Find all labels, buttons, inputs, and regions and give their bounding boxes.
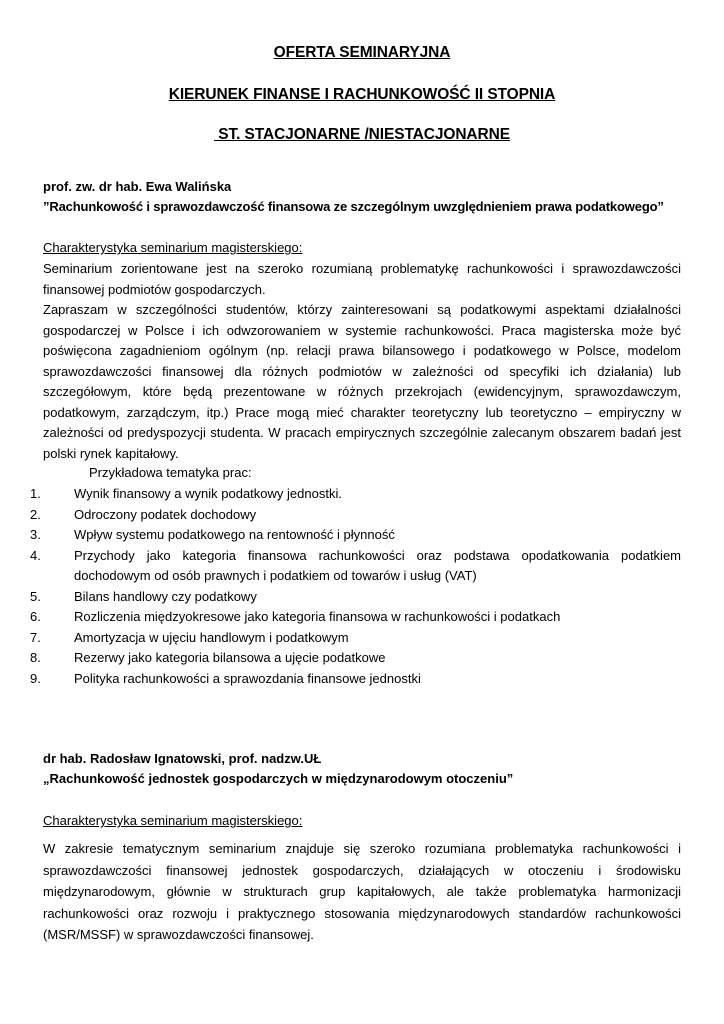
list-item: 6. Rozliczenia międzyokresowe jako kategoria finansowa w rachunkowości i podatkach (30, 609, 561, 624)
study-mode-title: ST. STACJONARNE /NIESTACJONARNE (214, 126, 510, 143)
list-item: 3. Wpływ systemu podatkowego na rentowność i płynność (30, 527, 395, 542)
seminar2-heading: Charakterystyka seminarium magisterskiego: (43, 813, 303, 828)
seminar2-topic: „Rachunkowość jednostek gospodarczych w międzynarodowym otoczeniu” (43, 771, 514, 786)
seminar1-topic: ”Rachunkowość i sprawozdawczość finansowa ze szczególnym uwzględnieniem prawa podatkowego” (43, 199, 664, 214)
list-item: 9. Polityka rachunkowości a sprawozdania finansowe jednostki (30, 670, 421, 686)
list-item: 8. Rezerwy jako kategoria bilansowa a ujęcie podatkowe (30, 650, 386, 665)
seminar1-topic-list (0, 484, 724, 689)
list-item: 4. Przychody jako kategoria finansowa rachunkowości oraz podstawa opodatkowania podatkiem dochodowym od osób prawnych i podatkiem od towarów i usług (VAT) (30, 547, 681, 583)
seminar2-professor: dr hab. Radosław Ignatowski, prof. nadzw.UŁ (43, 751, 322, 766)
list-item: 5. Bilans handlowy czy podatkowy (30, 588, 257, 604)
seminar1-paragraph-2: Zapraszam w szczególności studentów, którzy zainteresowani są podatkowymi aspektami działalności gospodarczej w Polsce i ich odwzorowaniem w systemie rachunkowości. Praca magisterska może być poświęcona zagadnieniom ogólnym (np. relacji prawa bilansowego i podatkowego w Polsce, modelom sprawozdawczości finansowej dla różnych podmiotów w zależności od specyfiki ich działania) lub szczegółowym, które będą prezentowane w różnych przekrojach (ewidencyjnym, sprawozdawczym, podatkowym, zarządczym, itp.) Prace mogą mieć charakter teoretyczny lub teoretyczno – empiryczny w zależności od predyspozycji studenta. W pracach empirycznych szczególnie zalecanym obszarem badań jest polski rynek kapitałowy. (43, 302, 681, 461)
list-item: 1. Wynik finansowy a wynik podatkowy jednostki. (30, 486, 342, 501)
seminar1-heading: Charakterystyka seminarium magisterskiego: (43, 240, 303, 255)
list-item: 2. Odroczony podatek dochodowy (30, 506, 257, 522)
seminar1-examples-label: Przykładowa tematyka prac: (89, 465, 252, 480)
seminar2-paragraph-1: W zakresie tematycznym seminarium znajduje się szeroko rozumiana problematyka rachunkowości i sprawozdawczości finansowej jednostek gospodarczych, działających w otoczeniu i środowisku międzynarodowym, głównie w strukturach grup kapitałowych, ale także problematyka harmonizacji rachunkowości oraz rozwoju i praktycznego stosowania międzynarodowych standardów rachunkowości (MSR/MSSF) w sprawozdawczości finansowej. (43, 841, 681, 942)
seminar1-paragraph-1: Seminarium zorientowane jest na szeroko rozumianą problematykę rachunkowości i sprawozdawczości finansowej podmiotów gospodarczych. (43, 261, 681, 297)
document-title: OFERTA SEMINARYJNA (273, 44, 451, 61)
list-item: 7. Amortyzacja w ujęciu handlowym i podatkowym (30, 629, 349, 645)
seminar1-professor: prof. zw. dr hab. Ewa Walińska (43, 179, 232, 194)
program-title: KIERUNEK FINANSE I RACHUNKOWOŚĆ II STOPNIA (168, 86, 556, 103)
